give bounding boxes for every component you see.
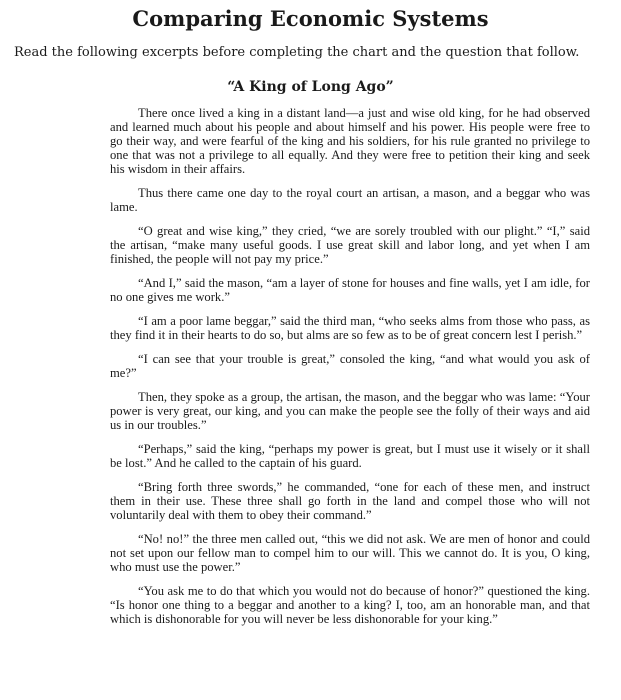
story-body	[110, 106, 590, 636]
paragraph: “O great and wise king,” they cried, “we are sorely troubled with our plight.” “I,” said the artisan, “make many useful goods. I use great skill and labor long, and yet when I am finished, the people will not pay my price.”	[110, 224, 590, 266]
paragraph: There once lived a king in a distant land—a just and wise old king, for he had observed and learned much about his people and about himself and his power. His people were free to go their way, and were fearful of the king and his soldiers, for his rule granted no privilege to one that was not a privilege to all equally. And they were free to petition their king and seek his wisdom in their affairs.	[110, 106, 590, 176]
paragraph: “No! no!” the three men called out, “this we did not ask. We are men of honor and could not set upon our fellow man to compel him to our will. This we cannot do. It is you, O king, who must use the power.”	[110, 532, 590, 574]
paragraph: “I am a poor lame beggar,” said the third man, “who seeks alms from those who pass, as they find it in their hearts to do so, but alms are so few as to be of great concern lest I perish.”	[110, 314, 590, 342]
paragraph: “You ask me to do that which you would not do because of honor?” questioned the king. “Is honor one thing to a beggar and another to a king? I, too, am an honorable man, and that which is dishonorable for you will never be less dishonorable for your king.”	[110, 584, 590, 626]
paragraph: “Perhaps,” said the king, “perhaps my power is great, but I must use it wisely or it shall be lost.” And he called to the captain of his guard.	[110, 442, 590, 470]
paragraph: Then, they spoke as a group, the artisan, the mason, and the beggar who was lame: “Your power is very great, our king, and you can make the people see the folly of their ways and aid us in our troubles.”	[110, 390, 590, 432]
instructions-text: Read the following excerpts before completing the chart and the question that follow.	[14, 45, 580, 60]
paragraph: “Bring forth three swords,” he commanded, “one for each of these men, and instruct them in their use. These three shall go forth in the land and compel those who will not voluntarily deal with them to obey their command.”	[110, 480, 590, 522]
paragraph: “I can see that your trouble is great,” consoled the king, “and what would you ask of me?”	[110, 352, 590, 380]
paragraph: Thus there came one day to the royal court an artisan, a mason, and a beggar who was lame.	[110, 186, 590, 214]
story-title: “A King of Long Ago”	[227, 79, 394, 95]
page-title: Comparing Economic Systems	[132, 6, 489, 31]
paragraph: “And I,” said the mason, “am a layer of stone for houses and fine walls, yet I am idle, for no one gives me work.”	[110, 276, 590, 304]
